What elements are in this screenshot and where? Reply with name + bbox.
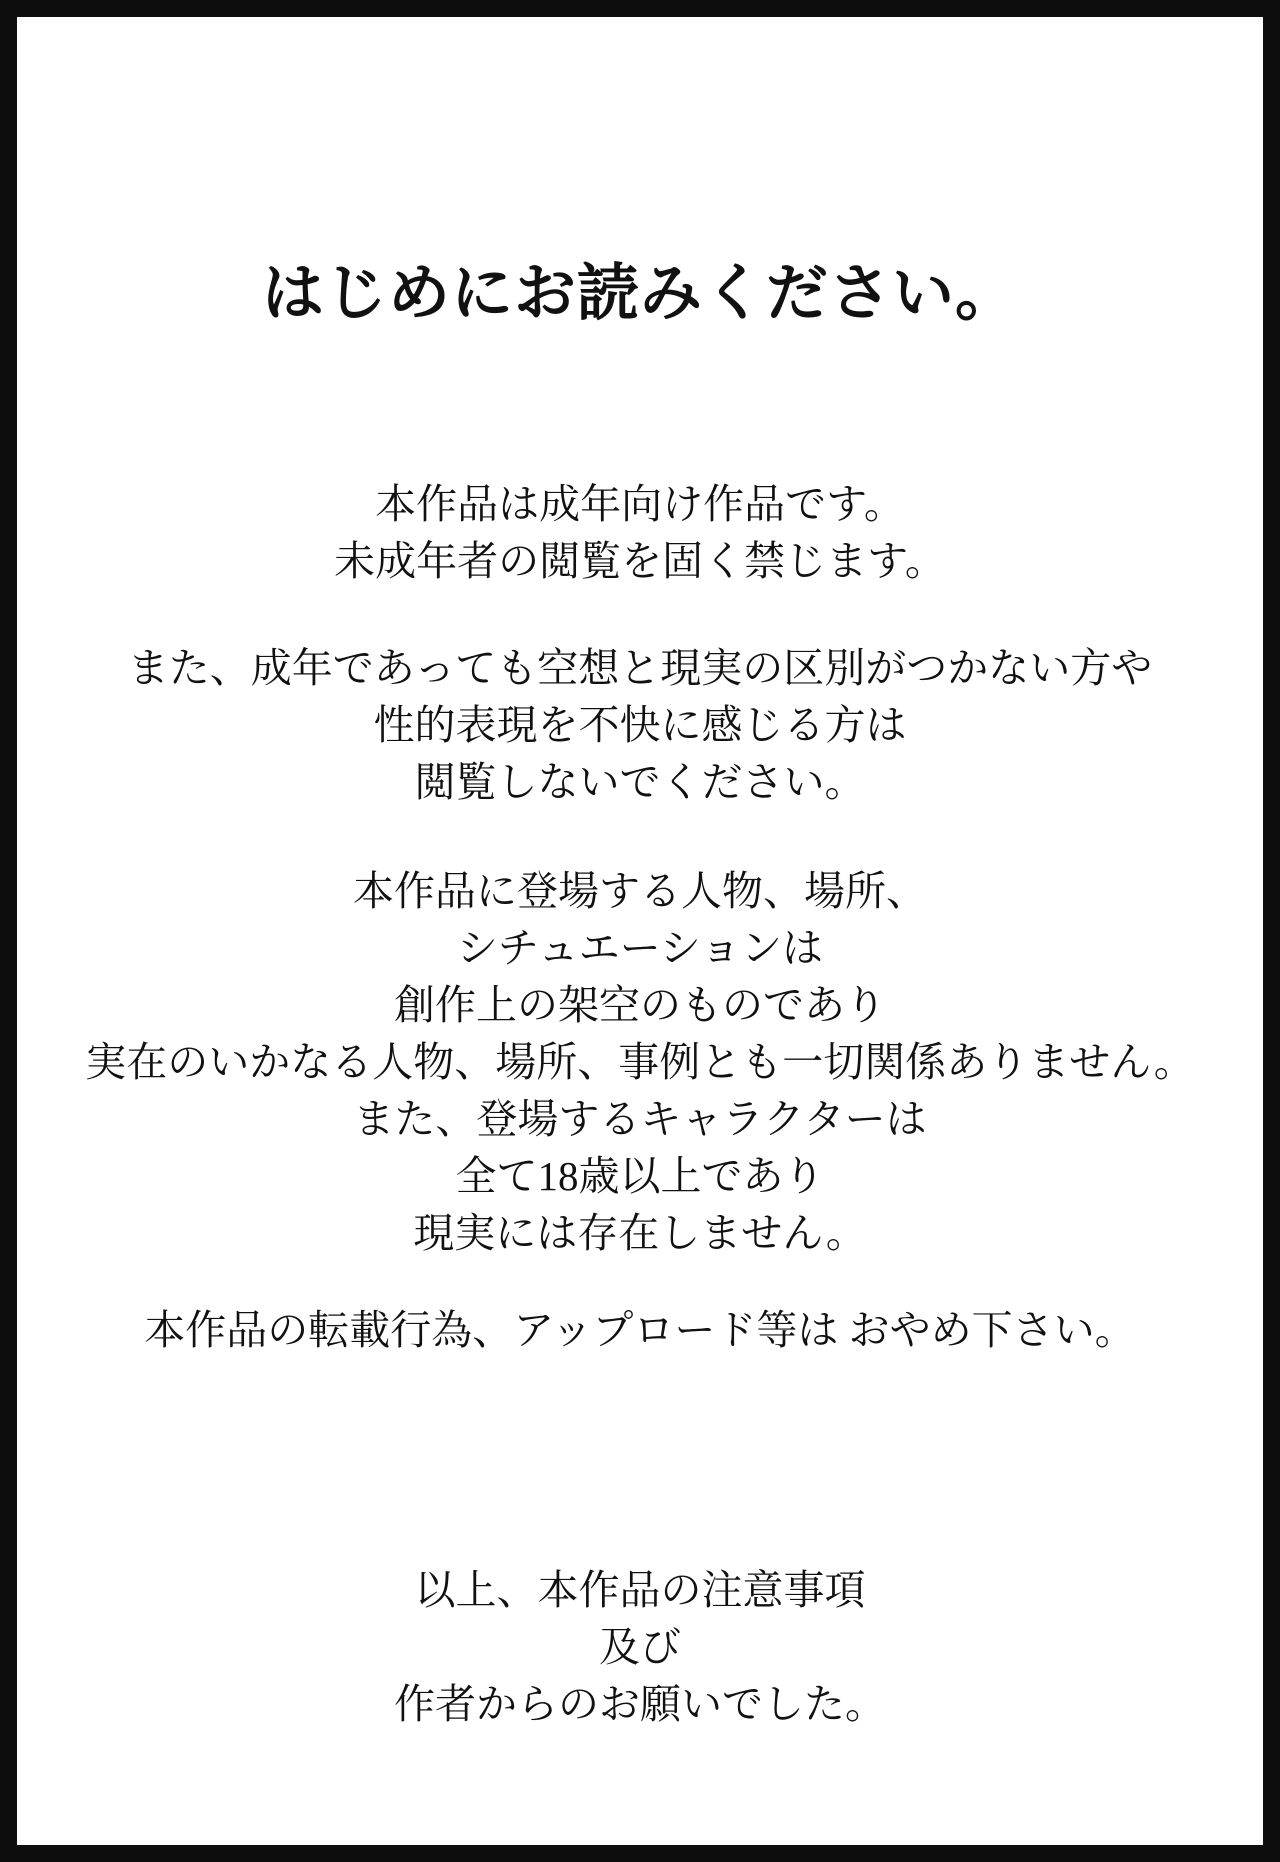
closing-paragraph: [17, 1562, 1263, 1733]
text-line: 未成年者の閲覧を固く禁じます。: [334, 538, 946, 585]
text-line: 本作品に登場する人物、場所、: [353, 868, 927, 915]
text-line: 閲覧しないでください。: [414, 759, 866, 806]
text-line: 以上、本作品の注意事項: [414, 1567, 866, 1614]
text-line: 実在のいかなる人物、場所、事例とも一切関係ありません。: [85, 1039, 1195, 1086]
fiction-disclaimer-paragraph: [17, 863, 1263, 1262]
text-line: 作者からのお願いでした。: [394, 1681, 886, 1728]
text-line: また、成年であっても空想と現実の区別がつかない方や: [127, 645, 1153, 692]
text-line: 及び: [599, 1624, 681, 1671]
text-line: 全て18歳以上であり: [455, 1153, 825, 1200]
no-repost-paragraph: [17, 1302, 1263, 1359]
text-line: シチュエーションは: [456, 925, 824, 972]
text-line: 創作上の架空のものであり: [394, 982, 886, 1029]
text-line: 現実には存在しません。: [413, 1210, 867, 1257]
text-line: 本作品の転載行為、アップロード等は おやめ下さい。: [144, 1307, 1136, 1354]
text-line: 性的表現を不快に感じる方は: [373, 702, 907, 749]
age-restriction-paragraph: [17, 476, 1263, 590]
notice-title: はじめにお読みください。: [261, 259, 1018, 328]
text-line: また、登場するキャラクターは: [353, 1096, 927, 1143]
viewer-warning-paragraph: [17, 640, 1263, 811]
text-line: 本作品は成年向け作品です。: [375, 481, 905, 528]
